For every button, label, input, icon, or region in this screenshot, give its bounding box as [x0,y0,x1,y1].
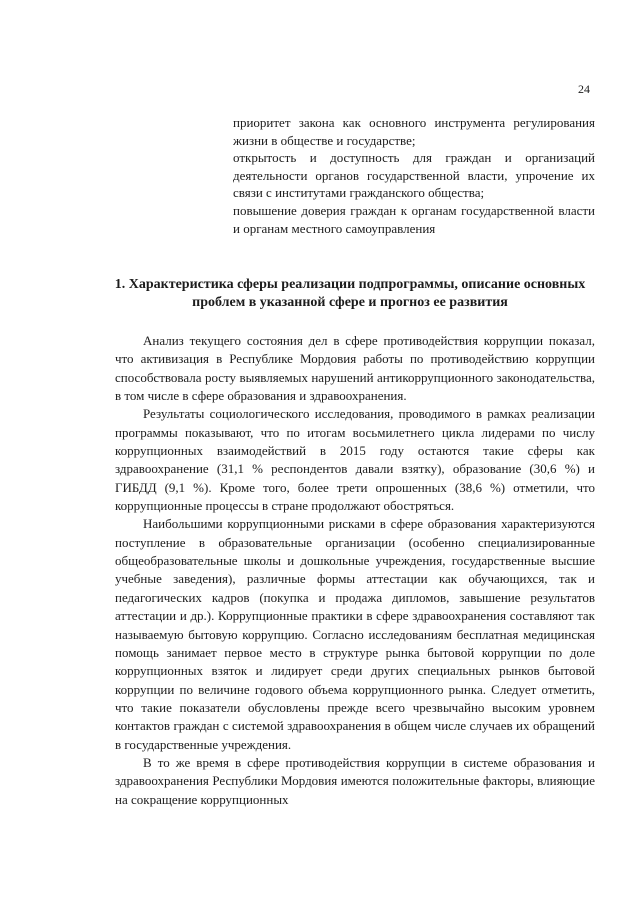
goal-item: приоритет закона как основного инструмента регулирования жизни в обществе и государстве; [233,115,595,148]
paragraph: Результаты социологического исследования, проводимого в рамках реализации программы показывают, что по итогам восьмилетнего цикла лидерами по числу коррупционных взаимодействий в 2015 году остаются такие сферы как здравоохранение (31,1 % респондентов давали взятку), образование (30,6 %) и ГИБДД (9,1 %). Кроме того, более трети опрошенных (38,6 %) отметили, что коррупционные процессы в стране продолжают обостряться. [115,406,595,514]
page-number: 24 [578,82,590,96]
paragraph: Наибольшими коррупционными рисками в сфере образования характеризуются поступление в образовательные организации (особенно специализированные общеобразовательные школы и дошкольные учреждения, государственные высшие учебные заведения), различные формы аттестации как обучающихся, так и педагогических кадров (покупка и продажа дипломов, завышение результатов аттестации и др.). Коррупционные практики в сфере здравоохранения составляют так называемую бытовую коррупцию. Согласно исследованиям бесплатная медицинская помощь занимает первое место в структуре рынка бытовой коррупции по доле коррупционных взяток и лидирует среди других специальных рынков бытовой коррупции по величине годового объема коррупционного рынка. Следует отметить, что такие показатели обусловлены прежде всего чрезвычайно высоким уровнем контактов граждан с системой здравоохранения в общем числе случаев их обращений в государственные учреждения. [115,516,595,752]
goals-list [233,114,595,237]
goal-item: открытость и доступность для граждан и организаций деятельности органов государственной власти, упрочение их связи с институтами гражданского общества; [233,150,595,201]
body-text [115,332,595,809]
paragraph: Анализ текущего состояния дел в сфере противодействия коррупции показал, что активизация в Республике Мордовия работы по противодействию коррупции способствовала росту выявляемых нарушений антикоррупционного законодательства, в том числе в сфере образования и здравоохранения. [115,333,595,404]
goal-item: повышение доверия граждан к органам государственной власти и органам местного самоуправления [233,202,595,236]
section-title: 1. Характеристика сферы реализации подпрограммы, описание основных проблем в указанной сфере и прогноз ее развития [114,277,586,310]
paragraph: В то же время в сфере противодействия коррупции в системе образования и здравоохранения Республики Мордовия имеются положительные факторы, влияющие на сокращение коррупционных [115,754,595,807]
